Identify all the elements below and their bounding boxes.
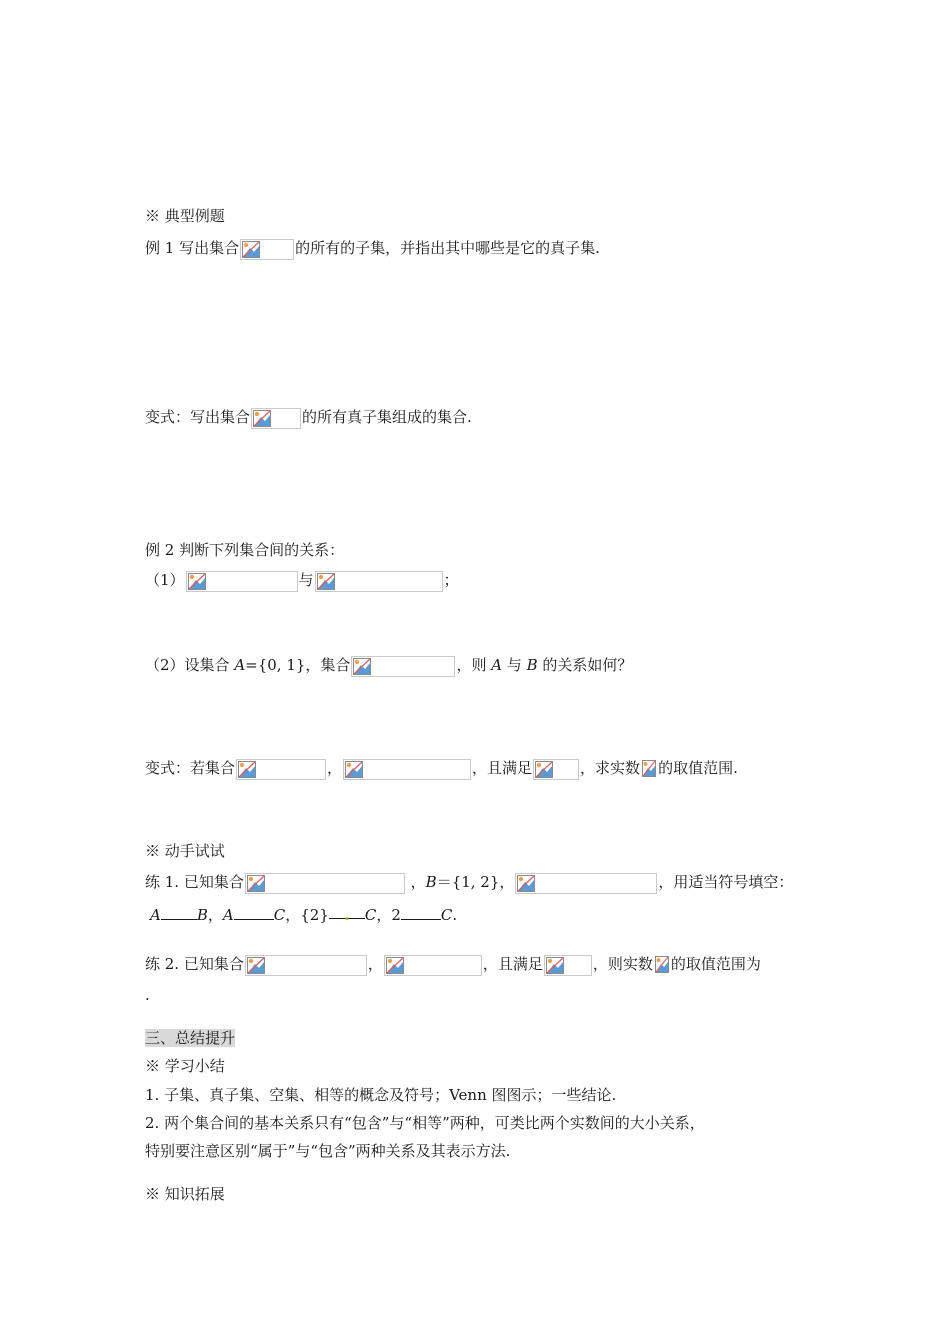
fill-blank-3[interactable]	[329, 902, 365, 924]
example-2-title: 例 2 判断下列集合间的关系：	[145, 541, 345, 559]
fill-c3: C	[440, 906, 453, 924]
practice-2-prefix: 练 2. 已知集合	[145, 955, 244, 973]
dot-mark-icon: .	[344, 906, 350, 924]
part-1-end: ；	[443, 571, 459, 589]
fill-end: .	[452, 906, 458, 924]
fill-sep-3: ，	[376, 906, 392, 924]
formula-image-icon	[515, 873, 657, 894]
section-learning-summary: ※ 学习小结	[145, 1057, 225, 1075]
summary-heading-text: 三、总结提升	[145, 1029, 236, 1047]
formula-image-icon	[533, 759, 579, 780]
practice-2-mid2: ，则实数	[592, 955, 653, 973]
part-2-prefix: （2）设集合	[145, 656, 235, 674]
part-1-mid: 与	[298, 571, 314, 589]
fill-set-2: {2}	[300, 906, 329, 924]
fill-c1: C	[273, 906, 286, 924]
formula-image-icon	[236, 759, 326, 780]
formula-image-icon	[315, 571, 443, 592]
example-2-variant	[145, 755, 738, 781]
fill-blank-2[interactable]	[234, 903, 274, 920]
fill-sep-1: ，	[207, 906, 223, 924]
formula-image-icon	[641, 759, 657, 780]
formula-image-icon	[351, 656, 455, 677]
fill-c2: C	[364, 906, 377, 924]
variant-1-suffix: 的所有真子集组成的集合.	[302, 408, 472, 426]
section-summary-heading	[145, 1025, 235, 1051]
example-1	[145, 235, 600, 261]
practice-1	[145, 869, 793, 895]
practice-1-fill-line	[150, 902, 457, 928]
part-1-prefix: （1）	[145, 571, 185, 589]
part-2-suffix-1: ，则	[456, 656, 492, 674]
practice-1-comma: ，	[410, 873, 426, 891]
part-2-suffix-2: 与	[502, 656, 527, 674]
variant-1-prefix: 变式：写出集合	[145, 408, 251, 426]
fill-sep-2: ，	[285, 906, 301, 924]
fill-a1: A	[150, 906, 161, 924]
set-a-label: A	[234, 656, 246, 674]
fill-blank-1[interactable]	[161, 903, 197, 920]
formula-image-icon	[343, 759, 471, 780]
fill-blank-4[interactable]	[401, 903, 441, 920]
fill-two: 2	[391, 906, 401, 924]
practice-2-mid: ，且满足	[482, 955, 543, 973]
formula-image-icon	[186, 571, 298, 592]
fill-a2: A	[222, 906, 234, 924]
formula-image-icon	[251, 408, 301, 429]
variant-2-mid: ，且满足	[472, 759, 533, 777]
summary-item-1: 1. 子集、真子集、空集、相等的概念及符号；Venn 图图示；一些结论.	[145, 1086, 617, 1104]
formula-image-icon	[240, 239, 294, 260]
variant-2-mid2: ，求实数	[580, 759, 641, 777]
practice-2	[145, 951, 761, 977]
formula-image-icon	[245, 873, 405, 894]
section-hands-on: ※ 动手试试	[145, 842, 225, 860]
summary-item-2-line-2: 特别要注意区别“属于”与“包含”两种关系及其表示方法.	[145, 1142, 511, 1160]
summary-item-2-line-1: 2. 两个集合间的基本关系只有“包含”与“相等”两种，可类比两个实数间的大小关系，	[145, 1114, 705, 1132]
example-1-variant	[145, 404, 472, 430]
example-1-prefix: 例 1 写出集合	[145, 239, 240, 257]
set-b-label: B	[425, 873, 437, 891]
variant-2-comma: ，	[327, 759, 343, 777]
variant-2-prefix: 变式：若集合	[145, 759, 236, 777]
set-a-label-2: A	[491, 656, 503, 674]
formula-image-icon	[245, 955, 367, 976]
section-typical-examples: ※ 典型例题	[145, 207, 225, 225]
practice-1-prefix: 练 1. 已知集合	[145, 873, 244, 891]
set-a-value: ={0, 1}，集合	[245, 656, 351, 674]
practice-1-suffix: ，用适当符号填空：	[658, 873, 794, 891]
formula-image-icon	[544, 955, 592, 976]
fill-b1: B	[196, 906, 208, 924]
practice-2-comma: ，	[367, 955, 383, 973]
formula-image-icon	[654, 955, 670, 976]
set-b-value: ＝{1, 2}，	[436, 873, 515, 891]
example-2-part-1	[145, 567, 459, 593]
practice-2-suffix: 的取值范围为	[670, 955, 761, 973]
example-1-suffix: 的所有的子集，并指出其中哪些是它的真子集.	[295, 239, 600, 257]
variant-2-suffix: 的取值范围.	[658, 759, 738, 777]
section-knowledge-extension: ※ 知识拓展	[145, 1185, 225, 1203]
set-b-label: B	[526, 656, 538, 674]
part-2-suffix-3: 的关系如何？	[537, 656, 633, 674]
example-2-part-2	[145, 652, 632, 678]
formula-image-icon	[384, 955, 482, 976]
practice-2-end: .	[145, 986, 150, 1004]
